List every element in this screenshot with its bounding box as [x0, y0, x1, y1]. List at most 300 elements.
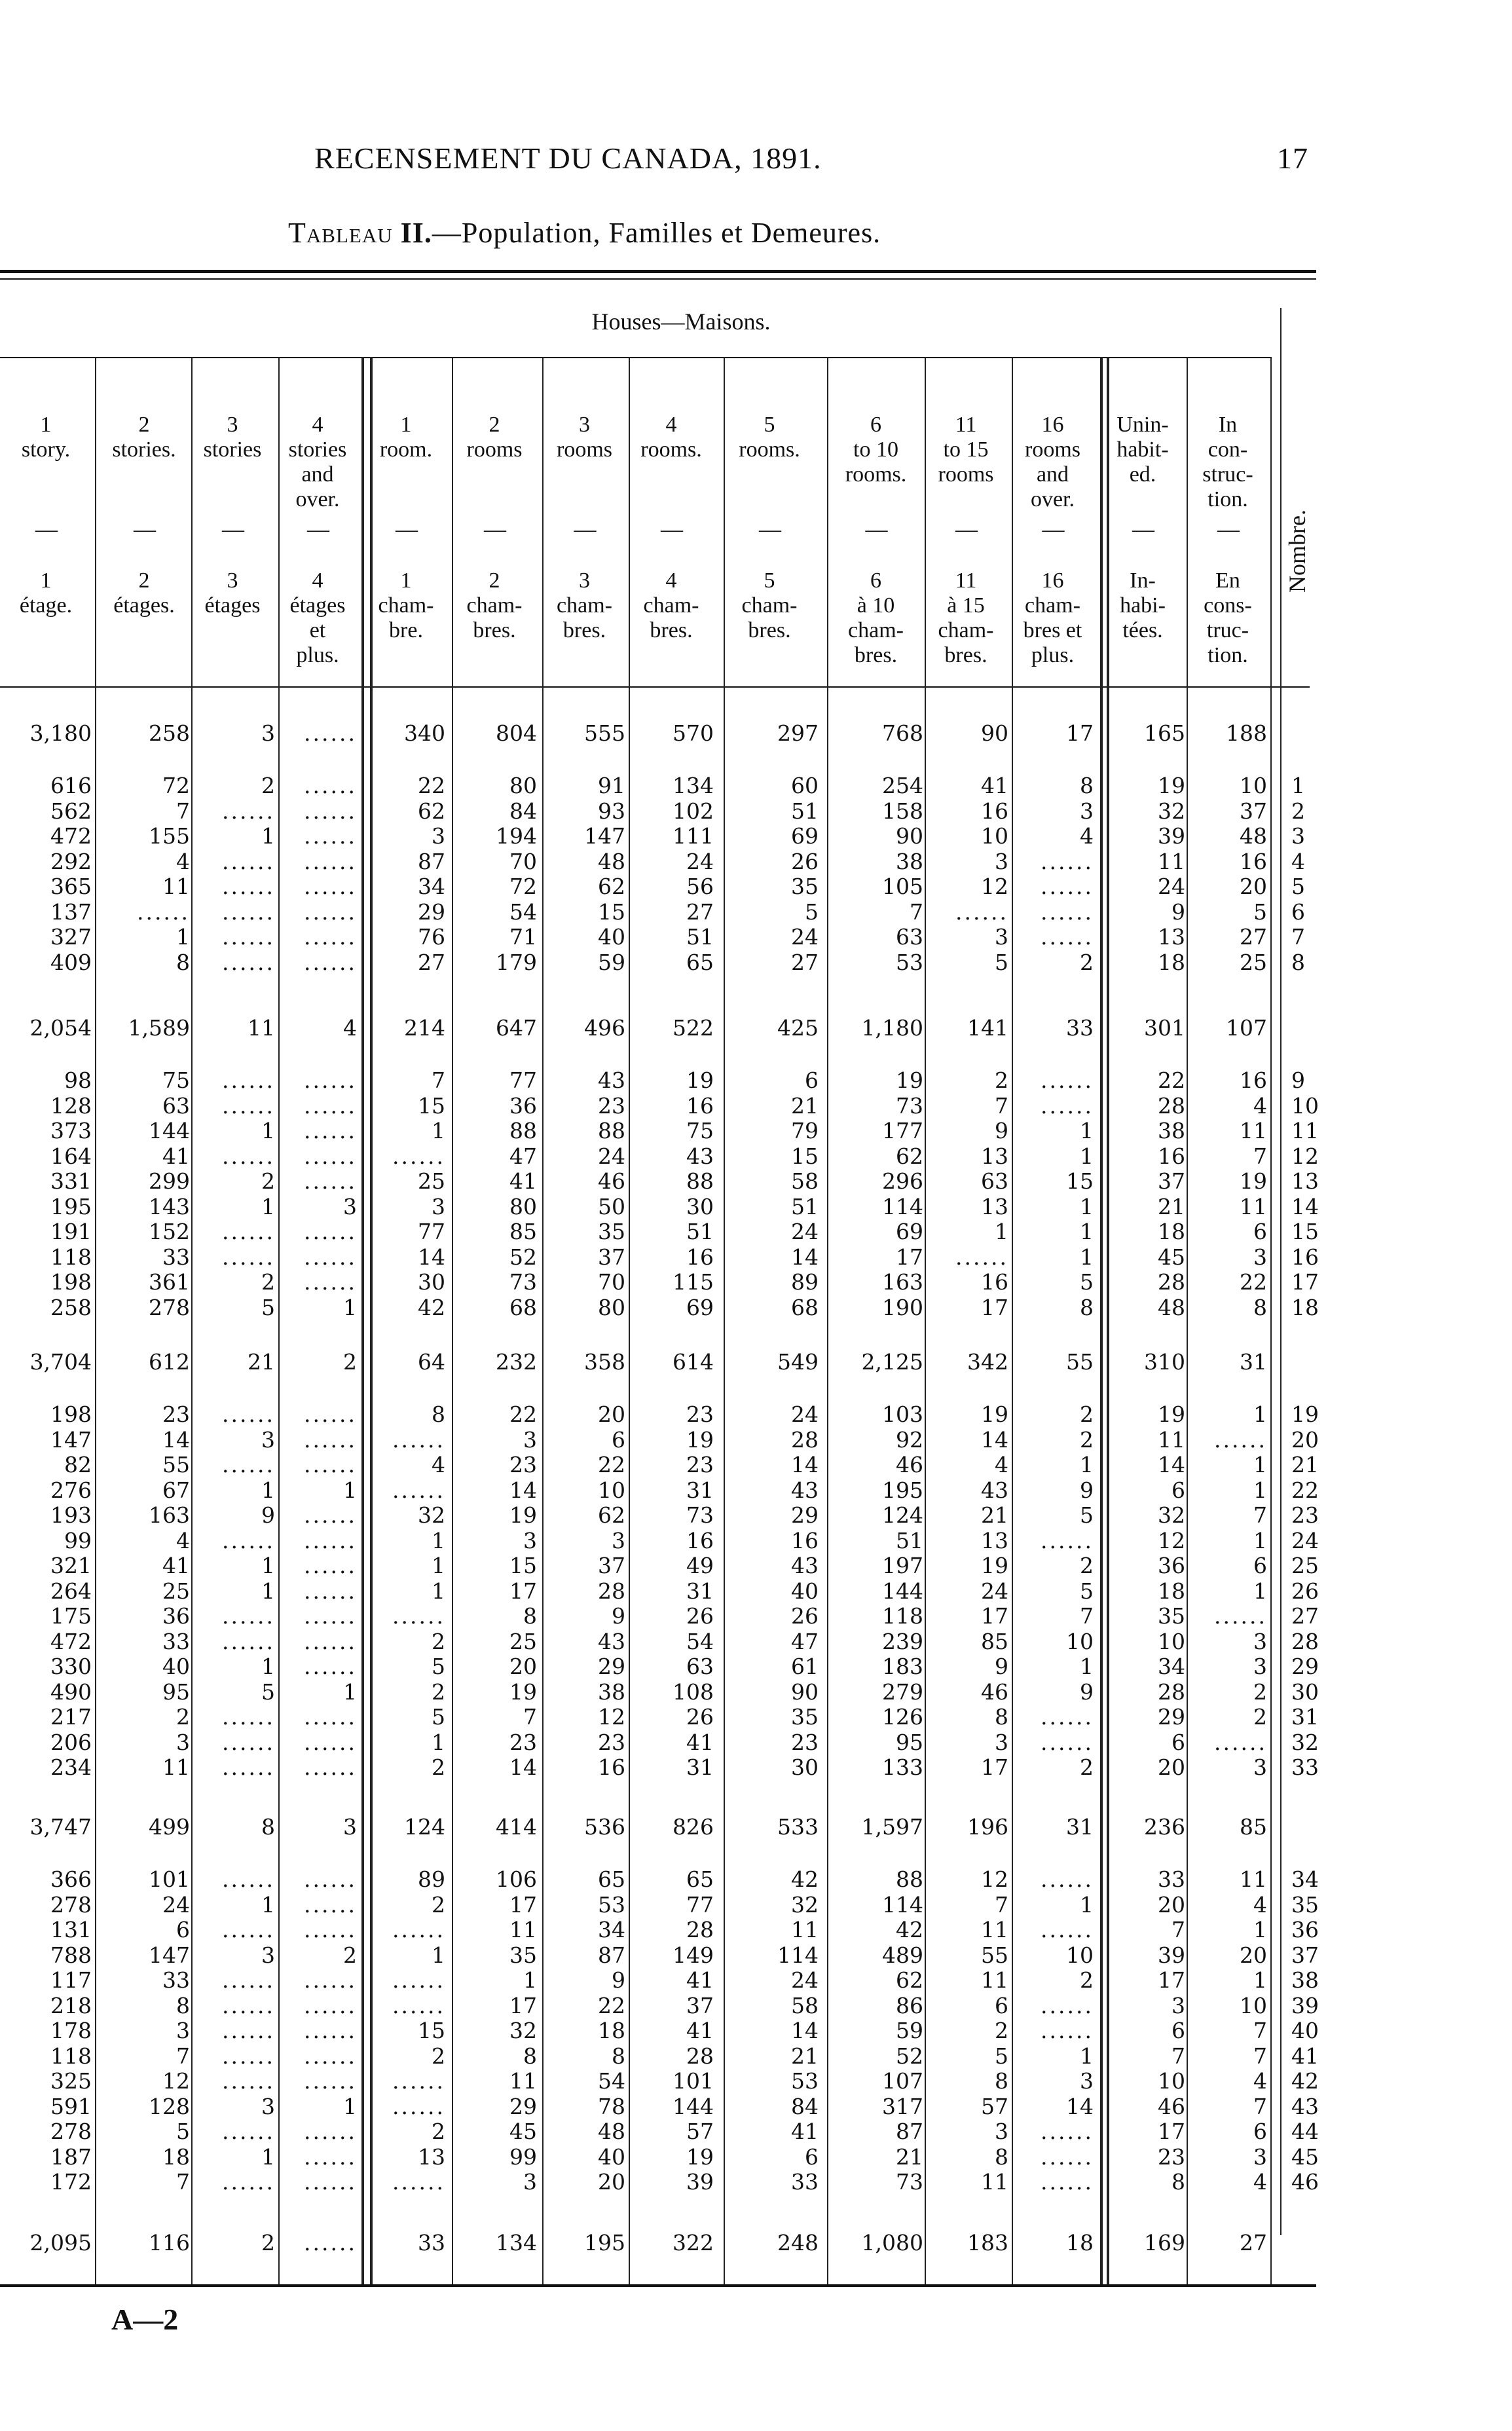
data-cell: 35 — [1158, 1603, 1185, 1629]
data-cell: 183 — [882, 1654, 923, 1679]
data-cell: 22 — [1240, 1269, 1267, 1295]
data-cell: 41 — [162, 1553, 190, 1578]
data-cell: 28 — [791, 1426, 819, 1453]
data-cell: 37 — [1240, 798, 1267, 824]
data-cell: ...... — [1041, 1992, 1094, 2018]
data-cell: 163 — [882, 1269, 923, 1295]
data-cell: 31 — [686, 1754, 714, 1780]
data-cell: 2 — [261, 773, 275, 798]
data-cell: 190 — [882, 1294, 923, 1320]
total-cell: 3 — [343, 1814, 357, 1840]
data-cell: 6 — [1253, 2119, 1267, 2144]
data-cell: 11 — [1240, 1866, 1267, 1892]
data-cell: ...... — [392, 1603, 445, 1629]
total-cell: 555 — [584, 720, 625, 746]
data-cell: ...... — [1041, 2169, 1094, 2195]
row-number: 27 — [1291, 1603, 1319, 1629]
data-cell: 11 — [981, 1917, 1008, 1942]
data-cell: 55 — [981, 1942, 1008, 1968]
data-cell: 4 — [176, 848, 190, 874]
data-cell: 72 — [162, 773, 190, 798]
data-cell: 95 — [896, 1729, 923, 1755]
data-cell: 5 — [1253, 899, 1267, 925]
data-cell: ...... — [1041, 1067, 1094, 1093]
data-cell: 41 — [509, 1168, 537, 1194]
data-cell: 258 — [50, 1294, 92, 1320]
data-cell: 17 — [981, 1754, 1008, 1780]
data-cell: 48 — [598, 2119, 625, 2144]
data-cell: 8 — [995, 2143, 1008, 2170]
data-cell: ...... — [304, 1578, 357, 1604]
total-cell: 85 — [1240, 1814, 1267, 1840]
data-cell: 20 — [598, 1401, 625, 1427]
data-cell: 1 — [1080, 2043, 1094, 2069]
page-number: 17 — [1277, 141, 1308, 175]
data-cell: 3 — [432, 823, 445, 849]
data-cell: 117 — [50, 1967, 92, 1993]
total-cell: 64 — [418, 1349, 445, 1375]
column-header-en: Unin- habit- ed. — [1116, 413, 1169, 487]
data-cell: 22 — [418, 773, 445, 798]
data-cell: ...... — [304, 1527, 357, 1553]
row-number: 19 — [1291, 1401, 1319, 1427]
data-cell: 73 — [896, 1092, 923, 1119]
total-cell: 2,095 — [29, 2230, 92, 2255]
data-cell: 7 — [1253, 2018, 1267, 2043]
data-cell: 43 — [598, 1067, 625, 1093]
header-dash: — — [955, 517, 978, 542]
table-title-roman: II. — [400, 217, 432, 249]
total-cell: 11 — [248, 1015, 275, 1041]
column-divider — [1270, 357, 1272, 2284]
total-cell: 3 — [261, 720, 275, 746]
data-cell: 1 — [1253, 1452, 1267, 1477]
data-cell: 102 — [673, 798, 714, 824]
data-cell: 3 — [1253, 1654, 1267, 1679]
data-cell: 32 — [509, 2018, 537, 2043]
data-cell: 6 — [805, 2143, 819, 2170]
data-cell: 26 — [686, 1704, 714, 1730]
data-cell: ...... — [392, 1477, 445, 1503]
data-cell: ...... — [1041, 2018, 1094, 2043]
data-cell: ...... — [222, 899, 275, 925]
data-cell: 114 — [882, 1891, 923, 1918]
data-cell: ...... — [392, 2068, 445, 2094]
column-divider — [191, 357, 193, 2284]
data-cell: ...... — [222, 2043, 275, 2069]
header-dash: — — [222, 517, 244, 542]
data-cell: 8 — [176, 1992, 190, 2018]
total-cell: 196 — [967, 1814, 1008, 1840]
data-cell: 3 — [1080, 798, 1094, 824]
data-cell: 24 — [981, 1578, 1008, 1604]
data-cell: 37 — [598, 1553, 625, 1578]
super-header: Houses—Maisons. — [591, 308, 771, 335]
total-cell: 2,125 — [861, 1349, 923, 1375]
data-cell: 15 — [509, 1553, 537, 1578]
data-cell: 99 — [509, 2143, 537, 2170]
column-header-fr: En cons- truc- tion. — [1204, 568, 1252, 667]
data-cell: 75 — [162, 1067, 190, 1093]
column-divider — [827, 357, 828, 2284]
data-cell: 366 — [50, 1866, 92, 1892]
data-cell: 76 — [418, 924, 445, 950]
data-cell: 24 — [162, 1891, 190, 1918]
data-cell: ...... — [222, 1754, 275, 1780]
data-cell: 26 — [686, 1603, 714, 1629]
data-cell: 80 — [509, 1193, 537, 1219]
row-number: 18 — [1291, 1294, 1319, 1320]
row-number: 8 — [1291, 949, 1305, 975]
data-cell: 19 — [686, 1067, 714, 1093]
data-cell: 32 — [1158, 1502, 1185, 1528]
data-cell: 11 — [509, 1917, 537, 1942]
data-cell: ...... — [222, 2018, 275, 2043]
data-cell: ...... — [222, 1143, 275, 1169]
data-cell: ...... — [304, 1866, 357, 1892]
data-cell: 86 — [896, 1992, 923, 2018]
data-cell: 1 — [1080, 1244, 1094, 1270]
total-cell: 232 — [496, 1349, 537, 1375]
column-header-en: 3 rooms — [557, 413, 612, 462]
row-number: 26 — [1291, 1578, 1319, 1604]
data-cell: 20 — [509, 1654, 537, 1679]
data-cell: ...... — [222, 924, 275, 950]
data-cell: 6 — [995, 1992, 1008, 2018]
data-cell: 2 — [343, 1942, 357, 1968]
data-cell: 11 — [1240, 1118, 1267, 1143]
row-number: 17 — [1291, 1269, 1319, 1295]
data-cell: 409 — [50, 949, 92, 975]
row-number: 20 — [1291, 1426, 1319, 1453]
data-cell: 1 — [1080, 1452, 1094, 1477]
data-cell: 5 — [261, 1679, 275, 1705]
row-number: 4 — [1291, 848, 1305, 874]
row-number: 40 — [1291, 2018, 1319, 2043]
data-cell: 69 — [686, 1294, 714, 1320]
data-cell: 13 — [1158, 924, 1185, 950]
data-cell: 14 — [509, 1477, 537, 1503]
data-cell: 10 — [981, 823, 1008, 849]
data-cell: ...... — [1041, 874, 1094, 899]
data-cell: ...... — [222, 1992, 275, 2018]
data-cell: 3 — [995, 848, 1008, 874]
data-cell: 29 — [509, 2093, 537, 2119]
data-cell: 4 — [1253, 1891, 1267, 1918]
data-cell: 98 — [64, 1067, 92, 1093]
total-cell: 4 — [343, 1015, 357, 1041]
data-cell: 114 — [882, 1193, 923, 1219]
column-header-fr: 6 à 10 cham- bres. — [848, 568, 904, 667]
data-cell: ...... — [222, 2169, 275, 2195]
data-cell: 7 — [995, 1092, 1008, 1119]
data-cell: 1 — [1080, 1654, 1094, 1679]
data-cell: 18 — [1158, 1578, 1185, 1604]
data-cell: 4 — [1253, 1092, 1267, 1119]
total-cell: 188 — [1226, 720, 1267, 746]
total-cell: 1,080 — [861, 2230, 923, 2255]
data-cell: 89 — [418, 1866, 445, 1892]
total-cell: 804 — [496, 720, 537, 746]
data-cell: 43 — [981, 1477, 1008, 1503]
data-cell: 1 — [261, 2143, 275, 2170]
data-cell: ...... — [304, 1553, 357, 1578]
data-cell: 14 — [418, 1244, 445, 1270]
data-cell: ...... — [304, 1244, 357, 1270]
data-cell: 63 — [686, 1654, 714, 1679]
data-cell: 85 — [981, 1628, 1008, 1654]
data-cell: 78 — [598, 2093, 625, 2119]
data-cell: 40 — [791, 1578, 819, 1604]
data-cell: 292 — [50, 848, 92, 874]
total-cell: 614 — [673, 1349, 714, 1375]
data-cell: 128 — [50, 1092, 92, 1119]
data-cell: ...... — [392, 1992, 445, 2018]
column-header-fr: 2 cham- bres. — [466, 568, 523, 642]
data-cell: 3 — [523, 1527, 537, 1553]
data-cell: 90 — [791, 1679, 819, 1705]
data-cell: 7 — [1253, 2093, 1267, 2119]
data-cell: 19 — [981, 1401, 1008, 1427]
data-cell: ...... — [222, 2068, 275, 2094]
row-number: 43 — [1291, 2093, 1319, 2119]
data-cell: ...... — [222, 949, 275, 975]
data-cell: 23 — [162, 1401, 190, 1427]
data-cell: 28 — [1158, 1679, 1185, 1705]
data-cell: 1 — [432, 1729, 445, 1755]
data-cell: 28 — [686, 1917, 714, 1942]
row-number: 13 — [1291, 1168, 1319, 1194]
total-cell: 297 — [777, 720, 819, 746]
data-cell: 41 — [686, 1967, 714, 1993]
data-cell: ...... — [222, 874, 275, 899]
data-cell: 58 — [791, 1992, 819, 2018]
data-cell: 9 — [1171, 899, 1185, 925]
data-cell: 19 — [1158, 773, 1185, 798]
column-divider — [724, 357, 725, 2284]
row-number: 11 — [1291, 1118, 1319, 1143]
total-cell: ...... — [304, 2230, 357, 2255]
data-cell: 42 — [896, 1917, 923, 1942]
row-number: 33 — [1291, 1754, 1319, 1780]
data-cell: ...... — [392, 2169, 445, 2195]
data-cell: 77 — [686, 1891, 714, 1918]
row-number: 16 — [1291, 1244, 1319, 1270]
column-header-fr: 5 cham- bres. — [741, 568, 798, 642]
data-cell: 8 — [523, 2043, 537, 2069]
data-cell: 60 — [791, 773, 819, 798]
data-cell: 10 — [1240, 773, 1267, 798]
data-cell: 7 — [1171, 1917, 1185, 1942]
data-cell: ...... — [304, 1401, 357, 1427]
data-cell: 2 — [1080, 1426, 1094, 1453]
data-cell: 5 — [432, 1654, 445, 1679]
data-cell: 67 — [162, 1477, 190, 1503]
data-cell: ...... — [304, 2068, 357, 2094]
data-cell: 23 — [598, 1729, 625, 1755]
data-cell: 19 — [1240, 1168, 1267, 1194]
data-cell: 59 — [896, 2018, 923, 2043]
data-cell: 5 — [1080, 1502, 1094, 1528]
total-cell: 165 — [1144, 720, 1185, 746]
total-cell: 826 — [673, 1814, 714, 1840]
total-cell: 342 — [967, 1349, 1008, 1375]
data-cell: 30 — [791, 1754, 819, 1780]
data-cell: 1 — [432, 1578, 445, 1604]
data-cell: 22 — [1158, 1067, 1185, 1093]
data-cell: ...... — [1041, 924, 1094, 950]
data-cell: ...... — [304, 1729, 357, 1755]
data-cell: 106 — [496, 1866, 537, 1892]
data-cell: ...... — [955, 899, 1008, 925]
column-divider — [1187, 357, 1188, 2284]
data-cell: 331 — [50, 1168, 92, 1194]
data-cell: 1 — [261, 1193, 275, 1219]
data-cell: 1 — [523, 1967, 537, 1993]
data-cell: 31 — [686, 1477, 714, 1503]
data-cell: 1 — [343, 1679, 357, 1705]
total-cell: 183 — [967, 2230, 1008, 2255]
data-cell: 65 — [598, 1866, 625, 1892]
data-cell: 325 — [50, 2068, 92, 2094]
data-cell: 48 — [1158, 1294, 1185, 1320]
data-cell: 239 — [882, 1628, 923, 1654]
total-cell: 647 — [496, 1015, 537, 1041]
total-cell: 2,054 — [29, 1015, 92, 1041]
data-cell: ...... — [222, 1219, 275, 1244]
data-cell: 99 — [64, 1527, 92, 1553]
data-cell: 8 — [612, 2043, 625, 2069]
row-number: 39 — [1291, 1992, 1319, 2018]
column-header-fr: In- habi- tées. — [1120, 568, 1166, 642]
data-cell: 28 — [1158, 1092, 1185, 1119]
data-cell: 19 — [509, 1502, 537, 1528]
column-header-en: 6 to 10 rooms. — [845, 413, 907, 487]
data-cell: 489 — [882, 1942, 923, 1968]
data-cell: 20 — [1158, 1754, 1185, 1780]
data-cell: 10 — [1240, 1992, 1267, 2018]
data-cell: 4 — [176, 1527, 190, 1553]
data-cell: 71 — [509, 924, 537, 950]
data-cell: 5 — [805, 899, 819, 925]
row-number: 2 — [1291, 798, 1305, 824]
data-cell: 37 — [1158, 1168, 1185, 1194]
data-cell: 19 — [686, 2143, 714, 2170]
header-dash: — — [1042, 517, 1065, 542]
data-cell: 2 — [1080, 949, 1094, 975]
data-cell: ...... — [222, 1603, 275, 1629]
data-cell: ...... — [392, 2093, 445, 2119]
data-cell: 128 — [149, 2093, 190, 2119]
data-cell: 144 — [882, 1578, 923, 1604]
data-cell: 41 — [162, 1143, 190, 1169]
data-cell: 10 — [1158, 2068, 1185, 2094]
data-cell: 18 — [1158, 1219, 1185, 1244]
data-cell: ...... — [222, 1092, 275, 1119]
data-cell: 33 — [1158, 1866, 1185, 1892]
data-cell: 3 — [995, 924, 1008, 950]
data-cell: ...... — [304, 823, 357, 849]
data-cell: 51 — [686, 1219, 714, 1244]
data-cell: 11 — [509, 2068, 537, 2094]
data-cell: 1 — [1253, 1527, 1267, 1553]
data-cell: 194 — [496, 823, 537, 849]
data-cell: 7 — [910, 899, 923, 925]
data-cell: 2 — [432, 1891, 445, 1918]
column-divider — [452, 357, 453, 2284]
data-cell: ...... — [222, 2119, 275, 2144]
data-cell: 15 — [1066, 1168, 1094, 1194]
data-cell: 14 — [981, 1426, 1008, 1453]
data-cell: 264 — [50, 1578, 92, 1604]
data-cell: 88 — [686, 1168, 714, 1194]
data-cell: 11 — [162, 1754, 190, 1780]
data-cell: 21 — [791, 1092, 819, 1119]
data-cell: 18 — [1158, 949, 1185, 975]
data-cell: ...... — [222, 1452, 275, 1477]
data-cell: 4 — [995, 1452, 1008, 1477]
total-cell: 549 — [777, 1349, 819, 1375]
data-cell: 1 — [432, 1118, 445, 1143]
data-cell: ...... — [304, 1891, 357, 1918]
data-cell: 3 — [432, 1193, 445, 1219]
data-cell: 6 — [176, 1917, 190, 1942]
data-cell: 52 — [509, 1244, 537, 1270]
data-cell: 118 — [882, 1603, 923, 1629]
data-cell: 32 — [791, 1891, 819, 1918]
data-cell: 27 — [686, 899, 714, 925]
data-cell: 3 — [1253, 1754, 1267, 1780]
data-cell: 234 — [50, 1754, 92, 1780]
data-cell: 11 — [1240, 1193, 1267, 1219]
data-cell: 43 — [686, 1143, 714, 1169]
data-cell: ...... — [304, 1704, 357, 1730]
data-cell: 8 — [995, 2068, 1008, 2094]
data-cell: 34 — [598, 1917, 625, 1942]
data-cell: 5 — [995, 2043, 1008, 2069]
data-cell: 26 — [791, 1603, 819, 1629]
data-cell: ...... — [222, 1967, 275, 1993]
data-cell: 25 — [162, 1578, 190, 1604]
total-cell: 107 — [1226, 1015, 1267, 1041]
total-cell: 214 — [404, 1015, 445, 1041]
data-cell: ...... — [304, 924, 357, 950]
data-cell: ...... — [1214, 1603, 1267, 1629]
data-cell: 2 — [432, 1628, 445, 1654]
data-cell: 321 — [50, 1553, 92, 1578]
data-cell: 28 — [1158, 1269, 1185, 1295]
data-cell: 1 — [995, 1219, 1008, 1244]
data-cell: 131 — [50, 1917, 92, 1942]
column-divider — [542, 357, 544, 2284]
total-cell: 27 — [1240, 2230, 1267, 2255]
data-cell: ...... — [1041, 848, 1094, 874]
data-cell: 14 — [791, 2018, 819, 2043]
data-cell: 3 — [1171, 1992, 1185, 2018]
row-number: 41 — [1291, 2043, 1319, 2069]
data-cell: 217 — [50, 1704, 92, 1730]
data-cell: 41 — [791, 2119, 819, 2144]
column-divider — [1107, 357, 1109, 2284]
data-cell: 20 — [598, 2169, 625, 2195]
data-cell: 12 — [598, 1704, 625, 1730]
total-cell: ...... — [304, 720, 357, 746]
data-cell: 178 — [50, 2018, 92, 2043]
column-header-en: 16 rooms and over. — [1025, 413, 1080, 511]
data-cell: 23 — [686, 1401, 714, 1427]
data-cell: ...... — [304, 1628, 357, 1654]
data-cell: ...... — [392, 1143, 445, 1169]
